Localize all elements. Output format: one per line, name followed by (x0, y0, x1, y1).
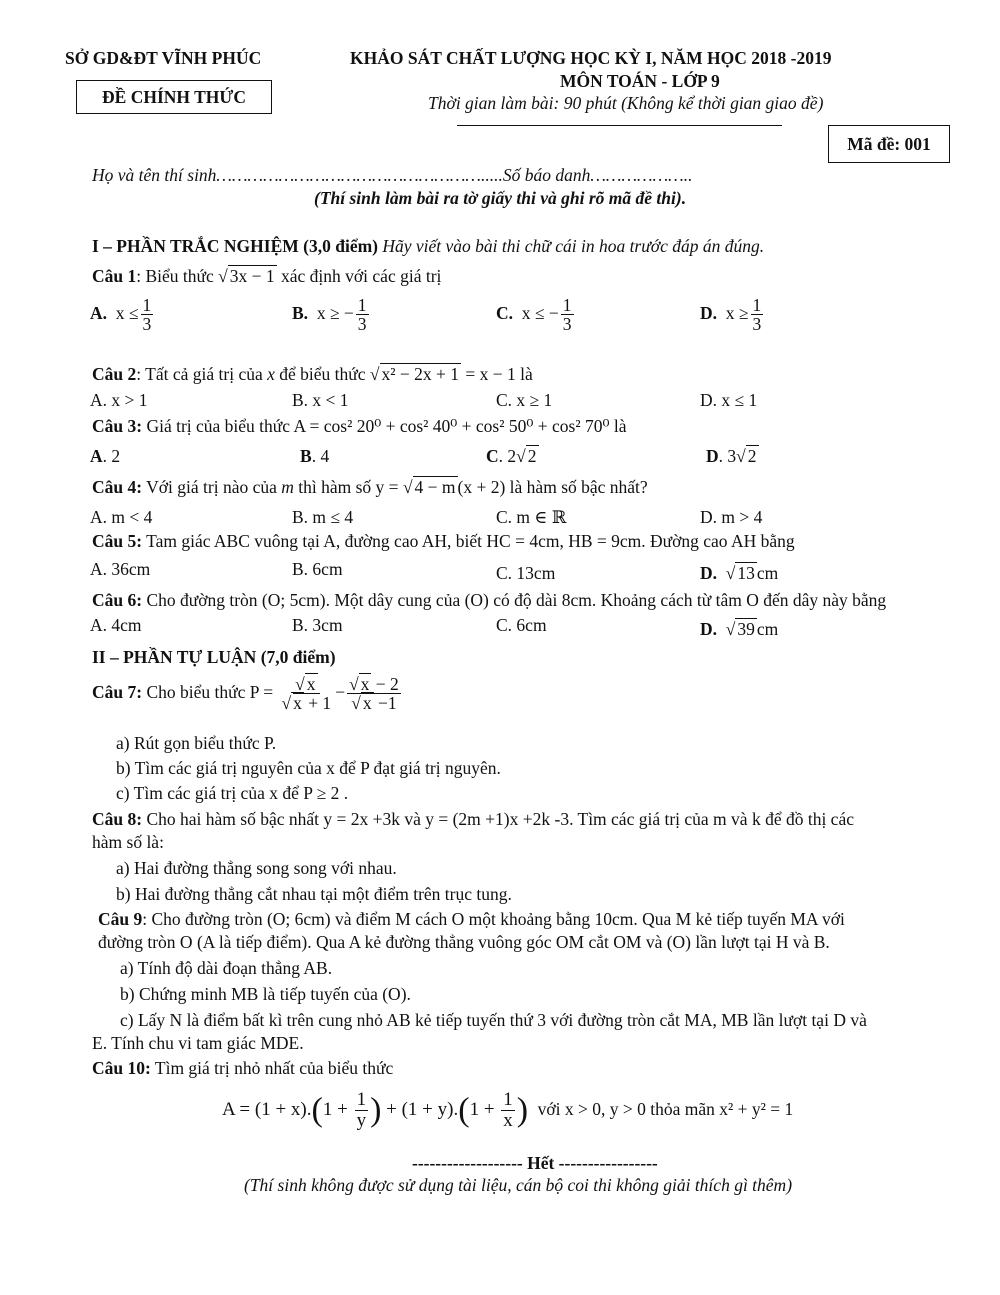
end-marker: ------------------- Hết ----------------- (412, 1153, 658, 1173)
q9-line-end: E. Tính chu vi tam giác MDE. (92, 1033, 304, 1053)
question-4: Câu 4: Với giá trị nào của m thì hàm số y = √ 4 − m (x + 2) là hàm số bậc nhất? (92, 477, 648, 497)
q8-line2: hàm số là: (92, 832, 164, 852)
q4-option-c: C. m ∈ ℝ (496, 507, 567, 527)
question-8: Câu 8: Cho hai hàm số bậc nhất y = 2x +3k và y = (2m +1)x +2k -3. Tìm các giá trị của m và k để đồ thị các (92, 809, 854, 829)
q9-line2: đường tròn O (A là tiếp điểm). Qua A kẻ đường thẳng vuông góc OM cắt OM và (O) lần lượt tại H và B. (98, 932, 830, 952)
q9-item-c: c) Lấy N là điểm bất kì trên cung nhỏ AB kẻ tiếp tuyến thứ 3 với đường tròn cắt MA, MB lần lượt tại D và (120, 1010, 867, 1030)
exam-time: Thời gian làm bài: 90 phút (Không kể thời gian giao đề) (428, 93, 824, 113)
exam-code: Mã đề: 001 (847, 134, 931, 154)
q7-item-c: c) Tìm các giá trị của x để P ≥ 2 . (116, 783, 349, 803)
q9-item-a: a) Tính độ dài đoạn thẳng AB. (120, 958, 333, 978)
q1-option-c: C. x ≤ − $\frac{1}{3}$ (496, 295, 572, 335)
q6-option-c: C. 6cm (496, 615, 547, 635)
exam-title: KHẢO SÁT CHẤT LƯỢNG HỌC KỲ I, NĂM HỌC 2018 -2019 (350, 48, 832, 68)
q5-option-a: A. 36cm (90, 559, 151, 579)
q1-option-d: D. x ≥ $\frac{1}{3}$ (700, 295, 762, 335)
part2-heading: II – PHẦN TỰ LUẬN (7,0 điểm) (92, 647, 336, 667)
q2-option-a: A. x > 1 (90, 390, 148, 410)
q2-option-c: C. x ≥ 1 (496, 390, 553, 410)
question-7: Câu 7: Cho biểu thức P = $\frac{√ x}{√ x + 1}$ − $\frac{√ x - 2}{√ x -1}$ (92, 674, 399, 714)
q6-option-d: D. √ 39 cm (700, 619, 779, 639)
q5-option-d: D. √ 13 cm (700, 563, 779, 583)
q5-option-c: C. 13cm (496, 563, 556, 583)
q5-option-b: B. 6cm (292, 559, 343, 579)
q3-option-b: B. 4 (300, 446, 330, 466)
q6-option-a: A. 4cm (90, 615, 142, 635)
question-1: Câu 1: Biểu thức √ 3x − 1 xác định với các giá trị (92, 266, 442, 286)
instruction: (Thí sinh làm bài ra tờ giấy thi và ghi rõ mã đề thi). (314, 188, 687, 208)
q8-item-a: a) Hai đường thẳng song song với nhau. (116, 858, 397, 878)
q3-option-c: C. 2√ 2 (486, 446, 537, 466)
q4-option-b: B. m ≤ 4 (292, 507, 354, 527)
q1-option-b: B. x ≥ − $\frac{1}{3}$ (292, 295, 367, 335)
question-6: Câu 6: Cho đường tròn (O; 5cm). Một dây cung của (O) có độ dài 8cm. Khoảng cách từ tâm O đến dây này bằng (92, 590, 887, 610)
q10-formula: A = (1 + x).(1 + $\frac{1}{y}$ ) + (1 + y).(1 + $\frac{1}{x}$ ) với x > 0, y > 0 thỏa mãn x² + y² = 1 (222, 1089, 794, 1131)
department-name: SỞ GD&ĐT VĨNH PHÚC (65, 48, 262, 68)
header-divider (457, 125, 782, 126)
part1-heading: I – PHẦN TRẮC NGHIỆM (3,0 điểm) (92, 236, 378, 256)
q9-item-b: b) Chứng minh MB là tiếp tuyến của (O). (120, 984, 411, 1004)
q7-item-a: a) Rút gọn biểu thức P. (116, 733, 277, 753)
candidate-line: Họ và tên thí sinh…………………………………………….....Số báo danh……………….. (92, 165, 693, 185)
q1-option-a: A. x ≤ $\frac{1}{3}$ (90, 295, 152, 335)
part1-heading-line (92, 236, 764, 257)
q8-item-b: b) Hai đường thẳng cắt nhau tại một điểm trên trục tung. (116, 884, 512, 904)
question-5: Câu 5: Tam giác ABC vuông tại A, đường cao AH, biết HC = 4cm, HB = 9cm. Đường cao AH bằng (92, 531, 795, 551)
q2-option-d: D. x ≤ 1 (700, 390, 758, 410)
q7-item-b: b) Tìm các giá trị nguyên của x để P đạt giá trị nguyên. (116, 758, 501, 778)
q3-option-a: A. 2 (90, 446, 121, 466)
question-2: Câu 2: Tất cả giá trị của x để biểu thức √ x² − 2x + 1 = x − 1 là (92, 364, 533, 384)
footer-note: (Thí sinh không được sử dụng tài liệu, cán bộ coi thi không giải thích gì thêm) (244, 1175, 793, 1195)
question-3: Câu 3: Giá trị của biểu thức A = cos² 20⁰ + cos² 40⁰ + cos² 50⁰ + cos² 70⁰ là (92, 416, 627, 436)
question-9: Câu 9: Cho đường tròn (O; 6cm) và điểm M cách O một khoảng bằng 10cm. Qua M kẻ tiếp tuyến MA với (98, 909, 845, 929)
q6-option-b: B. 3cm (292, 615, 343, 635)
q2-option-b: B. x < 1 (292, 390, 349, 410)
subject-title: MÔN TOÁN - LỚP 9 (560, 71, 720, 91)
q4-option-a: A. m < 4 (90, 507, 153, 527)
question-10: Câu 10: Tìm giá trị nhỏ nhất của biểu thức (92, 1058, 394, 1078)
official-label: ĐỀ CHÍNH THỨC (102, 87, 246, 107)
q3-option-d: D. 3√ 2 (706, 446, 757, 466)
q4-option-d: D. m > 4 (700, 507, 763, 527)
exam-code-box (828, 125, 950, 163)
official-label-box (76, 80, 272, 114)
part1-instruction: Hãy viết vào bài thi chữ cái in hoa trước đáp án đúng. (378, 236, 765, 256)
